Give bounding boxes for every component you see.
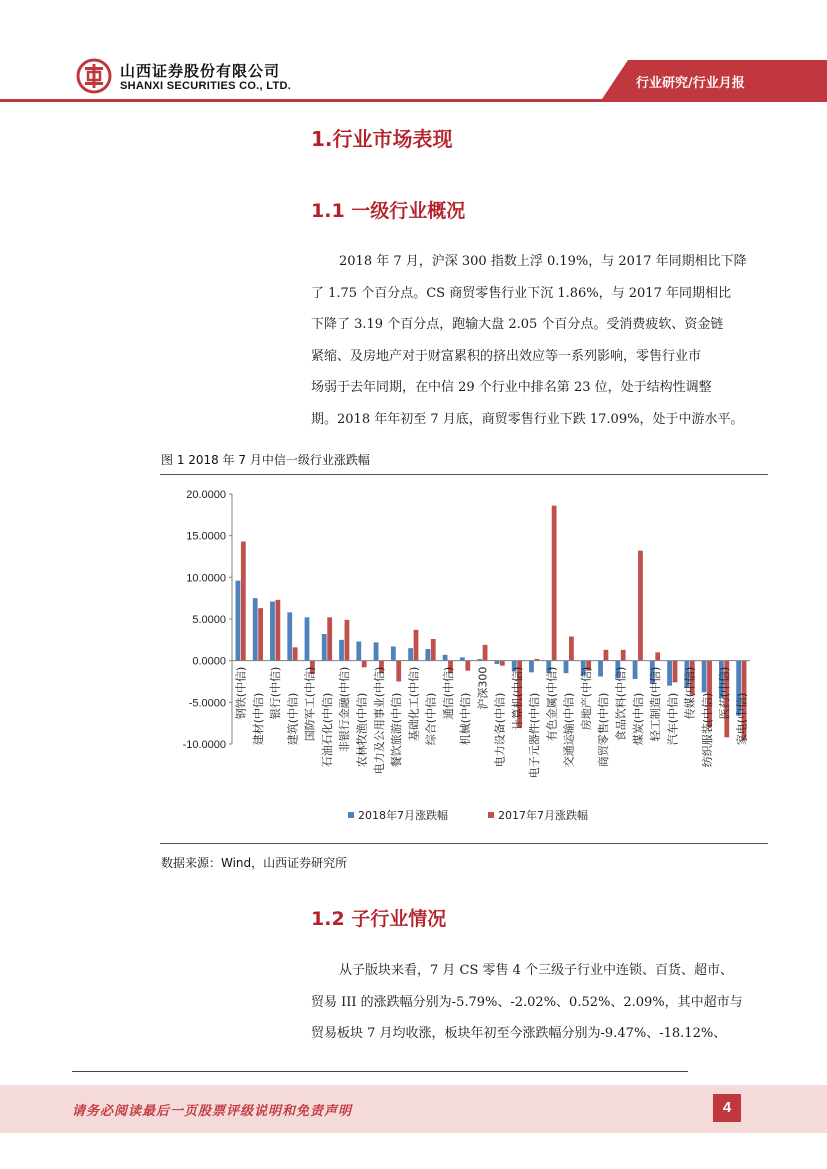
bar-2018: [667, 661, 672, 686]
footer-divider: [72, 1071, 688, 1072]
bar-2017: [396, 661, 401, 682]
category-label: 银行(中信): [269, 666, 283, 720]
header-divider: [0, 99, 827, 102]
bar-2018: [374, 642, 379, 660]
bar-2018: [270, 602, 275, 661]
category-label: 医药(中信): [718, 666, 732, 720]
category-label: 钢铁(中信): [234, 666, 248, 720]
bar-2017: [327, 617, 332, 660]
company-logo-icon: [76, 58, 112, 94]
category-label: 综合(中信): [424, 692, 438, 746]
bar-2018: [287, 612, 292, 660]
figure-title: 图 1 2018 年 7 月中信一级行业涨跌幅: [161, 453, 370, 467]
subsection-title-1-1: 1.1 一级行业概况: [311, 200, 466, 222]
bar-2017: [638, 551, 643, 661]
paragraph-overview: [311, 246, 751, 436]
bar-2018: [425, 649, 430, 661]
bar-2017: [552, 506, 557, 661]
category-label: 基础化工(中信): [407, 666, 421, 742]
category-label: 传媒(中信): [683, 666, 697, 720]
bar-2018: [408, 648, 413, 661]
category-label: 国防军工(中信): [303, 666, 317, 742]
category-label: 电子元器件(中信): [528, 692, 542, 779]
figure-source: 数据来源：Wind，山西证券研究所: [161, 856, 348, 870]
category-label: 建筑(中信): [286, 692, 300, 746]
category-label: 纺织服装(中信): [700, 692, 714, 768]
legend-label: 2018年7月涨跌幅: [358, 809, 448, 822]
paragraph-line: 期。2018 年年初至 7 月底，商贸零售行业下跌 17.09%，处于中游水平。: [311, 411, 744, 427]
bar-2018: [633, 661, 638, 679]
company-name-cn: 山西证券股份有限公司: [120, 62, 281, 80]
category-label: 餐饮旅游(中信): [390, 692, 404, 768]
paragraph-subindustry: [311, 955, 751, 1050]
category-label: 非银行金融(中信): [338, 666, 352, 753]
category-label: 计算机(中信): [510, 666, 524, 731]
category-label: 建材(中信): [251, 692, 265, 746]
bar-2017: [414, 630, 419, 661]
y-tick-label: 15.0000: [186, 530, 226, 543]
bar-2018: [529, 661, 534, 673]
category-label: 商贸零售(中信): [597, 692, 611, 768]
bar-2018: [598, 661, 603, 677]
report-category: 行业研究/行业月报: [636, 76, 745, 91]
industry-return-chart: [160, 476, 768, 842]
paragraph-line: 场弱于去年同期，在中信 29 个行业中排名第 23 位，处于结构性调整: [311, 380, 712, 396]
bar-2017: [275, 600, 280, 661]
section-title: 1.行业市场表现: [311, 127, 453, 151]
bar-2018: [253, 598, 258, 660]
figure-top-rule: [160, 474, 768, 475]
paragraph-line: 贸易板块 7 月均收涨，板块年初至今涨跌幅分别为-9.47%、-18.12%、: [311, 1026, 727, 1042]
bar-2017: [241, 542, 246, 661]
bar-2017: [345, 620, 350, 661]
bar-2017: [673, 661, 678, 683]
bar-2017: [604, 650, 609, 661]
paragraph-line: 下降了 3.19 个百分点，跑输大盘 2.05 个百分点。受消费疲软、资金链: [311, 317, 724, 333]
category-label: 煤炭(中信): [631, 692, 645, 746]
bar-2017: [293, 647, 298, 660]
bar-2018: [702, 661, 707, 693]
category-label: 农林牧渔(中信): [355, 692, 369, 768]
category-label: 食品饮料(中信): [614, 666, 628, 742]
category-label: 有色金属(中信): [545, 666, 559, 742]
category-label: 轻工制造(中信): [649, 666, 663, 742]
category-label: 汽车(中信): [666, 692, 680, 746]
bar-2017: [621, 650, 626, 661]
paragraph-line: 2018 年 7 月，沪深 300 指数上浮 0.19%，与 2017 年同期相比下降: [339, 254, 747, 269]
legend-label: 2017年7月涨跌幅: [498, 809, 588, 822]
y-tick-label: 0.0000: [192, 655, 226, 668]
bar-2018: [495, 661, 500, 664]
y-tick-label: -10.0000: [182, 739, 226, 751]
subsection-title-1-2: 1.2 子行业情况: [311, 908, 447, 930]
bar-2018: [391, 647, 396, 661]
bar-2018: [339, 640, 344, 661]
category-label: 机械(中信): [459, 692, 473, 746]
category-label: 家电(中信): [735, 692, 749, 746]
bar-2018: [236, 581, 241, 661]
disclaimer-notice: 请务必阅读最后一页股票评级说明和免责声明: [72, 1104, 353, 1119]
bar-2018: [564, 661, 569, 674]
bar-2017: [431, 639, 436, 661]
category-label: 电力设备(中信): [493, 692, 507, 768]
category-label: 石油石化(中信): [320, 692, 334, 768]
bar-2018: [322, 634, 327, 661]
category-label: 电力及公用事业(中信): [372, 666, 386, 775]
bar-2017: [258, 608, 263, 661]
company-name-en: SHANXI SECURITIES CO., LTD.: [120, 80, 292, 92]
page-header: [0, 0, 827, 110]
bar-2017: [655, 652, 660, 660]
bar-2017: [500, 661, 505, 666]
y-tick-label: -5.0000: [188, 697, 226, 710]
figure-bottom-rule: [160, 843, 768, 844]
bar-2018: [305, 617, 310, 660]
page-number: 4: [713, 1094, 741, 1122]
y-tick-label: 10.0000: [186, 572, 226, 585]
bar-2018: [356, 642, 361, 661]
bar-2017: [465, 661, 470, 671]
y-tick-label: 20.0000: [186, 489, 226, 501]
legend-swatch-2018: [348, 812, 354, 818]
paragraph-line: 贸易 III 的涨跌幅分别为-5.79%、-2.02%、0.52%、2.09%，其中超市与: [311, 994, 743, 1010]
bar-2017: [362, 661, 367, 668]
category-label: 房地产(中信): [579, 666, 593, 731]
legend-swatch-2017: [488, 812, 494, 818]
category-label: 交通运输(中信): [562, 692, 576, 768]
category-label: 沪深300: [476, 666, 490, 710]
bar-2017: [569, 637, 574, 661]
y-tick-label: 5.0000: [192, 614, 226, 626]
paragraph-line: 了 1.75 个百分点。CS 商贸零售行业下沉 1.86%，与 2017 年同期相比: [311, 285, 731, 301]
bar-2018: [460, 657, 465, 660]
paragraph-line: 从子版块来看，7 月 CS 零售 4 个三级子行业中连锁、百货、超市、: [339, 963, 734, 978]
paragraph-line: 紧缩、及房地产对于财富累积的挤出效应等一系列影响，零售行业市: [311, 348, 702, 364]
bar-2017: [483, 645, 488, 661]
bar-2018: [443, 655, 448, 661]
category-label: 通信(中信): [441, 666, 455, 720]
